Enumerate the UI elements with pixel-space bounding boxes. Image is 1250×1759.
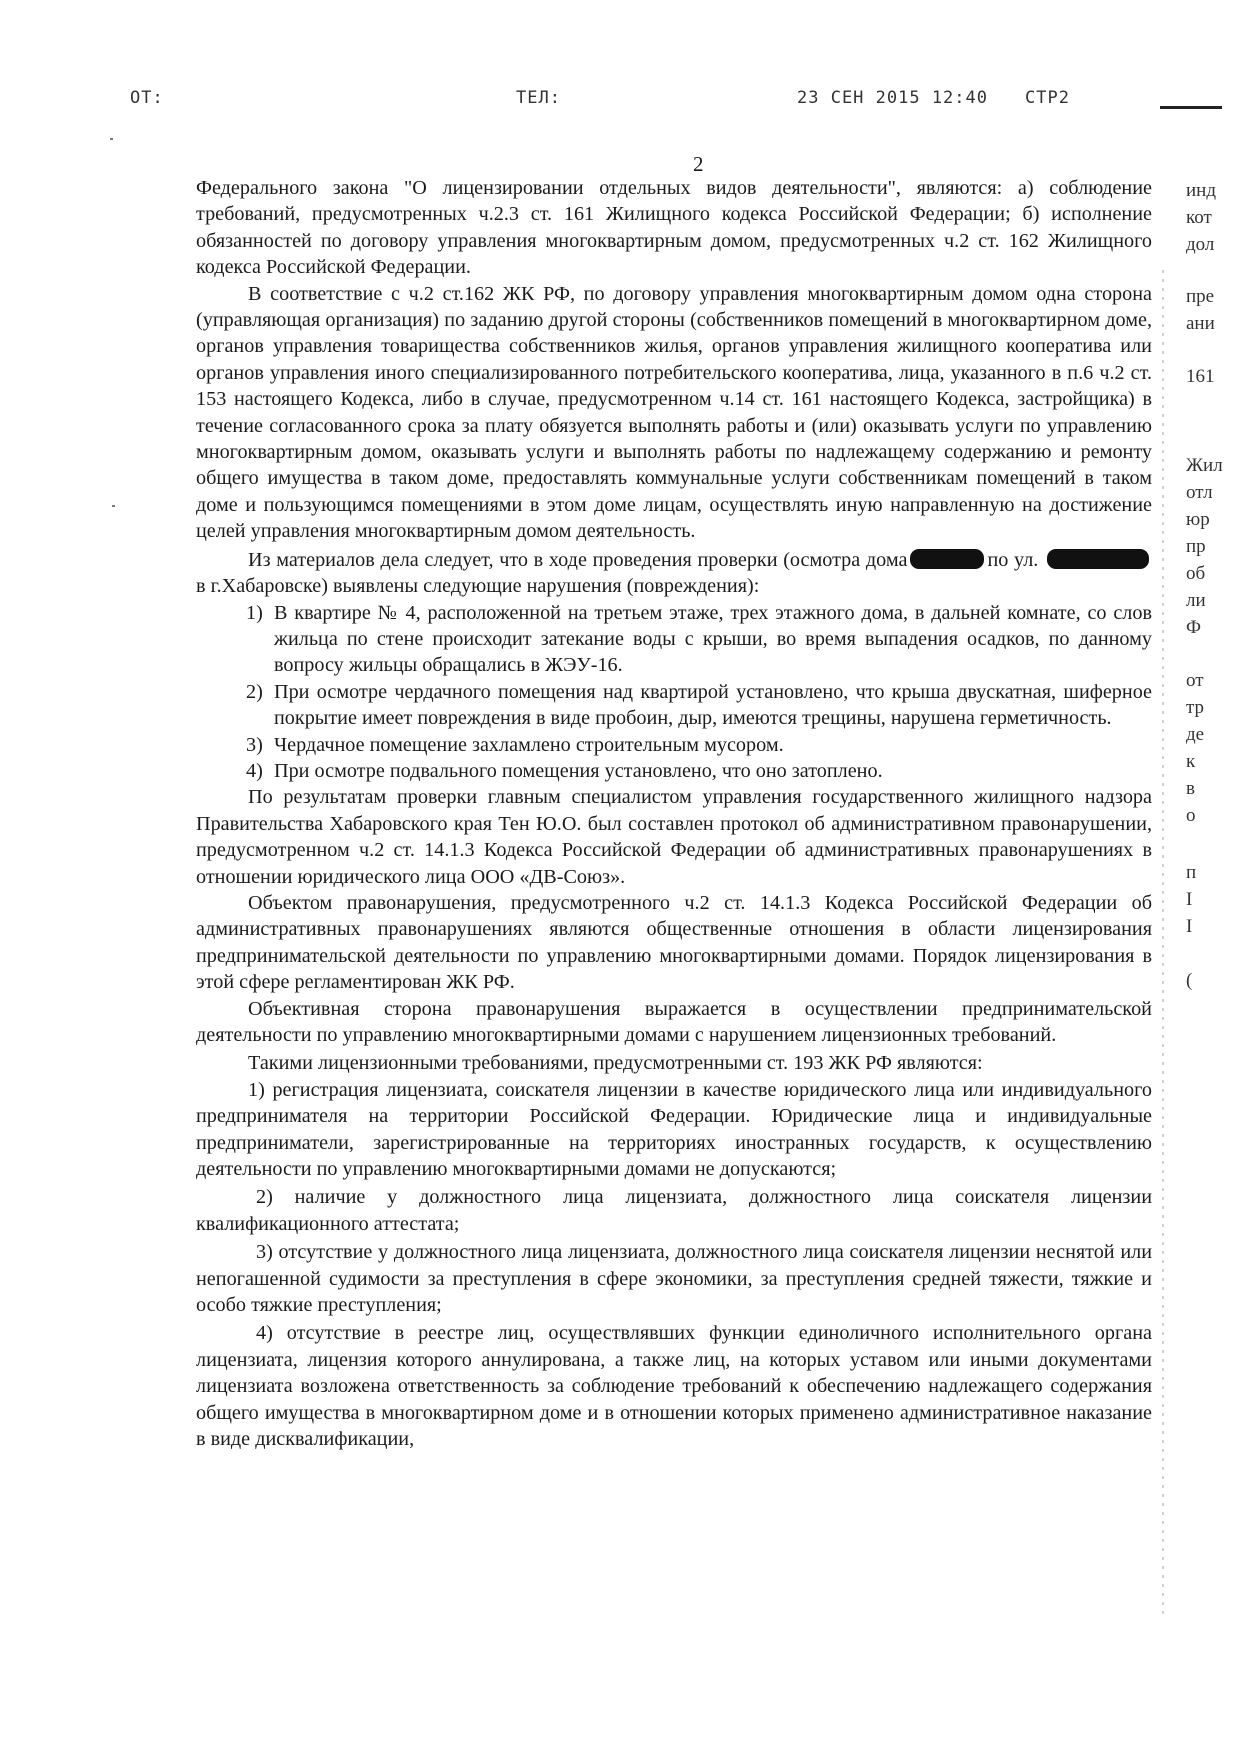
paragraph-inspection-findings — [196, 547, 1152, 600]
redaction-house-number — [910, 549, 984, 569]
fax-date: 23 СЕН 2015 12:40 — [797, 88, 988, 108]
fragment-text: I — [1186, 889, 1193, 910]
fragment-text: Жил — [1186, 455, 1223, 476]
fragment-text: в — [1186, 778, 1195, 799]
fragment-text: п — [1186, 862, 1197, 883]
scan-edge-line — [1162, 270, 1164, 1620]
paragraph-object-of-offense: Объектом правонарушения, предусмотренного ч.2 ст. 14.1.3 Кодекса Российской Федерации об административных правонарушениях являются общественные отношения в области лицензирования предпринимательской деятельности по управлению многоквартирными домами. Порядок лицензирования в этой сфере регламентирован ЖК РФ. — [196, 891, 1152, 994]
fragment-text: к — [1186, 751, 1196, 772]
paragraph-management-contract: В соответствие с ч.2 ст.162 ЖК РФ, по договору управления многоквартирным домом одна сторона (управляющая организация) по заданию другой стороны (собственников помещений в многоквартирном доме, органов управления товарищества собственников жилья, органов управления жилищного кооператива или органов управления иного специализированного потребительского кооператива, лица, указанного в п.6 ч.2 ст. 153 настоящего Кодекса, либо в случае, предусмотренном ч.14 ст. 161 настоящего Кодекса, застройщика) в течение согласованного срока за плату обязуется выполнять работы и (или) оказывать услуги по управлению многоквартирным домом, оказывать услуги и выполнять работы по надлежащему содержанию и ремонту общего имущества в таком доме, предоставлять коммунальные услуги собственникам помещений в таком доме и пользующимся помещениями в этом доме лицам, осуществлять иную направленную на достижение целей управления многоквартирным домом деятельность. — [196, 282, 1152, 543]
fax-header-dash — [1160, 106, 1222, 109]
fax-phone-label: ТЕЛ: — [516, 88, 561, 108]
list-item-text: При осмотре подвального помещения установлено, что оно затоплено. — [274, 759, 883, 782]
findings-text-end: в г.Хабаровске) выявлены следующие нарушения (повреждения): — [196, 575, 760, 598]
requirement-item-4: 4) отсутствие в реестре лиц, осуществлявших функции единоличного исполнительного органа лицензиата, лицензия которого аннулирована, а также лиц, на которых уставом или иными документами лицензиата возложена ответственность за соблюдение требований к обеспечению надлежащего содержания общего имущества в многоквартирном доме и в отношении которых применено административное наказание в виде дисквалификации, — [196, 1322, 1152, 1451]
fragment-text: пре — [1186, 286, 1215, 307]
fragment-text: отл — [1186, 482, 1213, 503]
list-item — [246, 600, 1152, 679]
findings-text-start: Из материалов дела следует, что в ходе проведения проверки (осмотра дома — [248, 548, 908, 571]
list-item-text: Чердачное помещение захламлено строительным мусором. — [274, 733, 784, 756]
fragment-text: о — [1186, 805, 1196, 826]
fragment-text: тр — [1186, 697, 1205, 718]
list-item — [246, 758, 1152, 784]
scan-speck — [112, 505, 115, 507]
paragraph-license-requirements-continued: Федерального закона "О лицензировании отдельных видов деятельности", являются: а) соблюдение требований, предусмотренных ч.2.3 ст. 161 Жилищного кодекса Российской Федерации; б) исполнение обязанностей по договору управления многоквартирным домом, предусмотренных ч.2 ст. 162 Жилищного кодекса Российской Федерации. — [196, 177, 1152, 279]
requirement-item-3: 3) отсутствие у должностного лица лицензиата, должностного лица соискателя лицензии неснятой или непогашенной судимости за преступления в сфере экономики, за преступления средней тяжести, тяжкие и особо тяжкие преступления; — [196, 1241, 1152, 1317]
redaction-street-name — [1047, 549, 1149, 569]
paragraph-license-requirements-intro: Такими лицензионными требованиями, предусмотренными ст. 193 ЖК РФ являются: — [248, 1052, 983, 1075]
fragment-text: Ф — [1186, 617, 1202, 638]
list-item-number: 2) — [246, 680, 263, 703]
fax-header — [0, 88, 1250, 118]
page-number: 2 — [693, 152, 704, 176]
paragraph-objective-side: Объективная сторона правонарушения выражается в осуществлении предпринимательской деятельности по управлению многоквартирными домами с нарушением лицензионных требований. — [196, 997, 1152, 1046]
fragment-text: ани — [1186, 313, 1215, 334]
scan-speck — [110, 138, 113, 140]
list-item — [246, 732, 1152, 758]
list-item — [246, 679, 1152, 732]
paragraph-protocol: По результатам проверки главным специалистом управления государственного жилищного надзора Правительства Хабаровского края Тен Ю.О. был составлен протокол об административном правонарушении, предусмотренном ч.2 ст. 14.1.3 Кодекса Российской Федерации об административных правонарушениях в отношении юридического лица ООО «ДВ-Союз». — [196, 786, 1152, 888]
fragment-text: юр — [1186, 509, 1210, 530]
fragment-text: пр — [1186, 536, 1206, 557]
findings-text-street: по ул. — [987, 548, 1039, 571]
requirement-item-1: 1) регистрация лицензиата, соискателя лицензии в качестве юридического лица или индивидуального предпринимателя на территории Российской Федерации. Юридические лица и индивидуальные предприниматели, зарегистрированные на территориях иностранных государств, к осуществлению деятельности по управлению многоквартирными домами не допускаются; — [196, 1078, 1152, 1181]
fragment-text: дол — [1186, 234, 1215, 255]
fax-page-label: СТР2 — [1025, 88, 1070, 108]
list-item-number: 4) — [246, 759, 263, 782]
fax-from-label: ОТ: — [130, 88, 164, 108]
list-item-text: При осмотре чердачного помещения над квартирой установлено, что крыша двускатная, шиферное покрытие имеет повреждения в виде пробоин, дыр, имеются трещины, нарушена герметичность. — [274, 680, 1152, 730]
document-body — [196, 175, 1152, 1453]
fragment-text: ли — [1186, 590, 1206, 611]
fragment-text: I — [1186, 916, 1193, 937]
fragment-text: 161 — [1186, 366, 1215, 387]
list-item-number: 1) — [246, 601, 263, 624]
requirement-item-2: 2) наличие у должностного лица лицензиата, должностного лица соискателя лицензии квалификационного аттестата; — [196, 1186, 1152, 1235]
adjacent-page-fragments — [1186, 180, 1250, 1000]
fragment-text: ( — [1186, 970, 1193, 991]
list-item-text: В квартире № 4, расположенной на третьем этаже, трех этажного дома, в дальней комнате, со слов жильца по стене происходит затекание воды с крыши, во время выпадения осадков, по данному вопросу жильцы обращались в ЖЭУ-16. — [274, 601, 1152, 677]
fragment-text: от — [1186, 670, 1204, 691]
fragment-text: де — [1186, 724, 1205, 745]
fragment-text: кот — [1186, 207, 1212, 228]
list-item-number: 3) — [246, 733, 263, 756]
fragment-text: инд — [1186, 180, 1217, 201]
fragment-text: об — [1186, 563, 1206, 584]
violations-list — [196, 600, 1152, 785]
